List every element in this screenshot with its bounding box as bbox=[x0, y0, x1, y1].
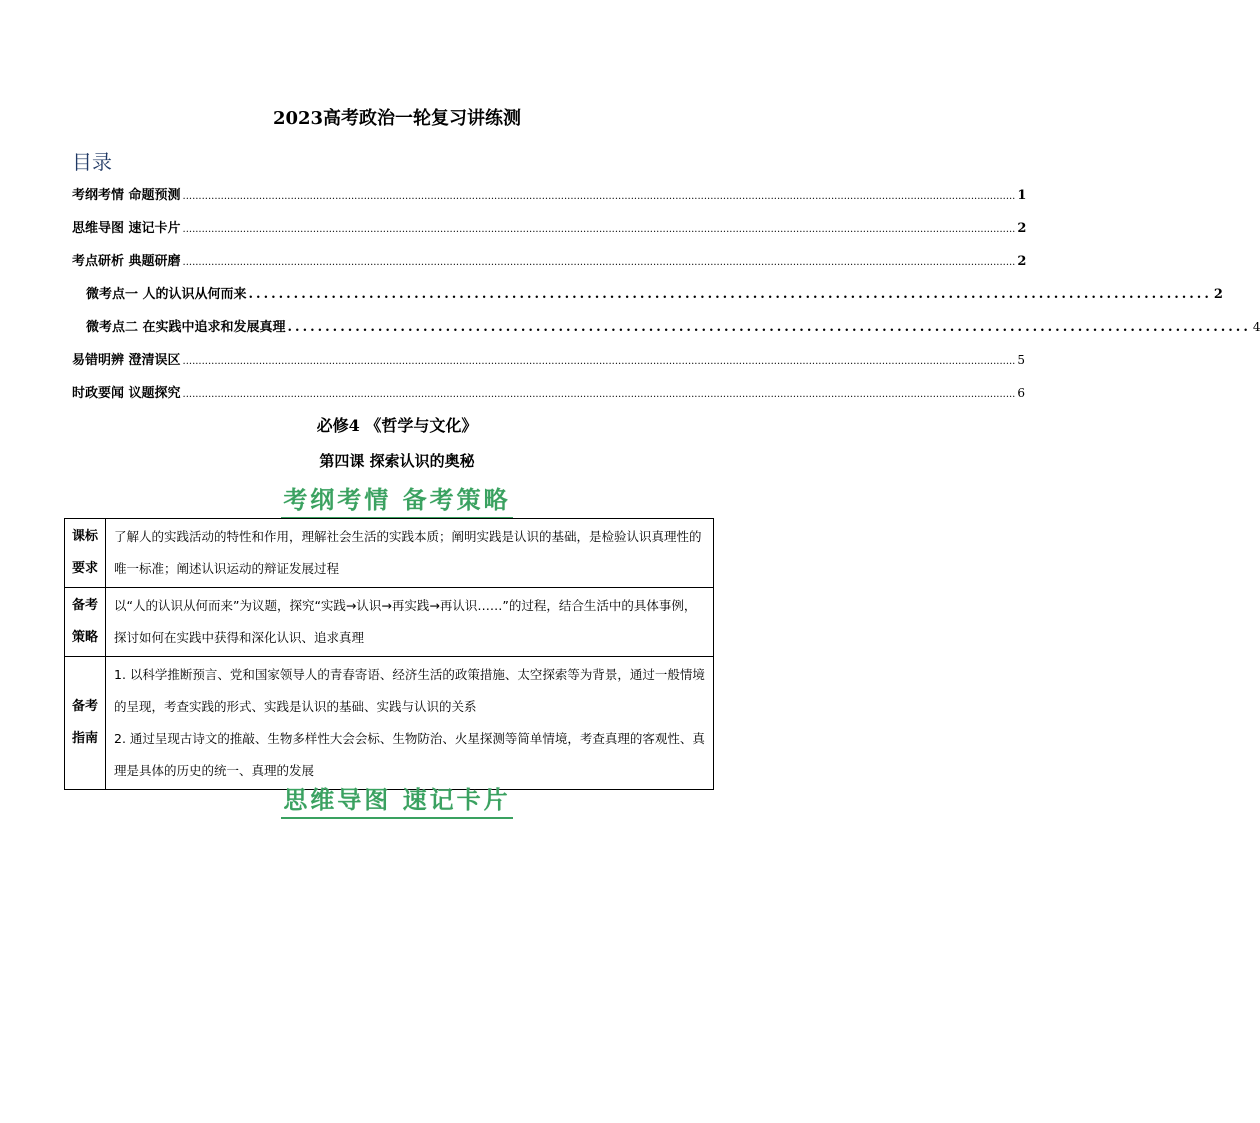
toc-entry[interactable] bbox=[72, 184, 1027, 217]
toc-entry-page: 2 bbox=[1017, 221, 1027, 236]
toc-entry-label: 微考点二 在实践中追求和发展真理 bbox=[86, 320, 286, 335]
row-header-line: 课标 bbox=[71, 529, 98, 544]
toc-entry[interactable] bbox=[72, 349, 1025, 382]
toc-entry-page: 2 bbox=[1017, 254, 1027, 269]
section-banner bbox=[0, 780, 794, 819]
requirements-table bbox=[64, 518, 714, 790]
row-header-line: 要求 bbox=[71, 561, 98, 576]
table-row bbox=[65, 588, 714, 657]
table-of-contents bbox=[72, 184, 1260, 415]
toc-entry-label: 思维导图 速记卡片 bbox=[72, 221, 181, 236]
row-header-line: 指南 bbox=[71, 731, 98, 746]
toc-entry-page: 5 bbox=[1017, 353, 1025, 367]
row-header bbox=[65, 588, 106, 657]
toc-entry-label: 易错明辨 澄清误区 bbox=[72, 353, 181, 368]
page-title: 2023高考政治一轮复习讲练测 bbox=[272, 108, 522, 129]
row-header bbox=[65, 657, 106, 790]
row-content: 以“人的认识从何而来”为议题，探究“实践→认识→再实践→再认识……”的过程，结合生活中的具体事例，探讨如何在实践中获得和深化认识、追求真理 bbox=[106, 588, 714, 657]
row-content: 了解人的实践活动的特性和作用，理解社会生活的实践本质；阐明实践是认识的基础，是检验认识真理性的唯一标准；阐述认识运动的辩证发展过程 bbox=[106, 519, 714, 588]
toc-entry-label: 考纲考情 命题预测 bbox=[72, 188, 181, 203]
lesson-title: 第四课 探索认识的奥秘 bbox=[319, 452, 475, 470]
toc-leader: ...................................................................................................................................................................................................................................................................... bbox=[182, 389, 1016, 400]
row-header-line: 策略 bbox=[71, 630, 98, 645]
toc-entry-page: 2 bbox=[1213, 287, 1223, 302]
toc-leader: ................................................................................................................................ bbox=[287, 320, 1251, 335]
toc-entry[interactable] bbox=[72, 217, 1027, 250]
guide-item: 2. 通过呈现古诗文的推敲、生物多样性大会会标、生物防治、火星探测等简单情境，考查真理的客观性、真理是具体的历史的统一、真理的发展 bbox=[114, 731, 705, 778]
toc-entry-page: 4 bbox=[1252, 320, 1260, 334]
toc-entry[interactable] bbox=[72, 382, 1025, 415]
toc-entry[interactable] bbox=[72, 283, 1223, 316]
toc-entry[interactable] bbox=[72, 316, 1260, 349]
book-title: 必修4 《哲学与文化》 bbox=[316, 416, 478, 435]
row-content bbox=[106, 657, 714, 790]
toc-leader: ...................................................................................................................................................................................................................................................................... bbox=[182, 224, 1016, 235]
toc-leader: ...................................................................................................................................................................................................................................................................... bbox=[182, 191, 1016, 202]
table-row bbox=[65, 519, 714, 588]
row-header-line: 备考 bbox=[71, 598, 98, 613]
toc-entry[interactable] bbox=[72, 250, 1027, 283]
toc-entry-page: 6 bbox=[1017, 386, 1025, 400]
section-banner-text: 考纲考情 备考策略 bbox=[281, 480, 512, 519]
toc-entry-page: 1 bbox=[1017, 188, 1027, 203]
row-header bbox=[65, 519, 106, 588]
row-header-line: 备考 bbox=[71, 699, 98, 714]
section-banner-text: 思维导图 速记卡片 bbox=[281, 780, 512, 819]
toc-leader: ...................................................................................................................................................................................................................................................................... bbox=[182, 356, 1016, 367]
toc-entry-label: 时政要闻 议题探究 bbox=[72, 386, 181, 401]
toc-heading: 目录 bbox=[72, 150, 112, 174]
guide-item: 1. 以科学推断预言、党和国家领导人的青春寄语、经济生活的政策措施、太空探索等为背景，通过一般情境的呈现，考查实践的形式、实践是认识的基础、实践与认识的关系 bbox=[114, 667, 705, 714]
toc-leader: ................................................................................................................................ bbox=[248, 287, 1212, 302]
table-row bbox=[65, 657, 714, 790]
toc-entry-label: 微考点一 人的认识从何而来 bbox=[86, 287, 247, 302]
section-banner bbox=[0, 480, 794, 519]
toc-entry-label: 考点研析 典题研磨 bbox=[72, 254, 181, 269]
toc-leader: ...................................................................................................................................................................................................................................................................... bbox=[182, 257, 1016, 268]
